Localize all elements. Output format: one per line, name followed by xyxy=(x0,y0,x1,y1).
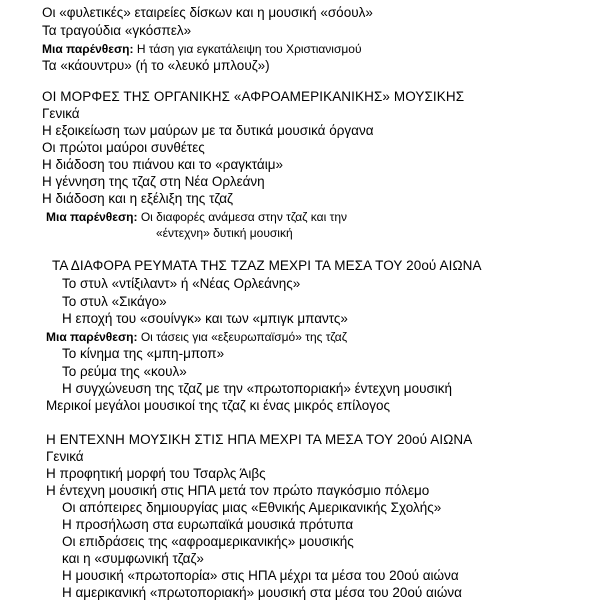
list-item: Η εξοικείωση των μαύρων με τα δυτικά μουσικά όργανα xyxy=(42,123,374,138)
text-line: Οι «φυλετικές» εταιρείες δίσκων και η μουσική «σόουλ» xyxy=(42,5,373,20)
list-item: Η διάδοση και η εξέλιξη της τζαζ xyxy=(42,191,234,206)
sub-item: Η προσήλωση στα ευρωπαϊκά μουσικά πρότυπα xyxy=(62,517,354,532)
list-item: Το στυλ «Σικάγο» xyxy=(62,294,167,309)
list-item: Η συγχώνευση της τζαζ με την «πρωτοποριακή» έντεχνη μουσική xyxy=(62,381,453,396)
note-text: Οι τάσεις για «εξευρωπαϊσμό» της τζαζ xyxy=(137,330,348,344)
sub-item: Η αμερικανική «πρωτοποριακή» μουσική στα μέσα του 20ού αιώνα xyxy=(62,585,462,600)
note-label: Μια παρένθεση: xyxy=(46,330,138,344)
note-label: Μια παρένθεση: xyxy=(46,210,138,224)
text-line: Τα «κάουντρυ» (ή το «λευκό μπλουζ») xyxy=(42,58,270,73)
text-line: Τα τραγούδια «γκόσπελ» xyxy=(42,23,192,38)
list-item: Η γέννηση της τζαζ στη Νέα Ορλεάνη xyxy=(42,174,265,189)
parenthesis-note xyxy=(42,41,362,57)
parenthesis-note xyxy=(46,209,347,225)
list-item: Το στυλ «ντίξιλαντ» ή «Νέας Ορλεάνης» xyxy=(62,276,301,291)
list-item: Η διάδοση του πιάνου και το «ραγκτάιμ» xyxy=(42,157,283,172)
sub-item: Οι επιδράσεις της «αφροαμερικανικής» μουσικής xyxy=(62,534,354,549)
sub-item: Η μουσική «πρωτοπορία» στις ΗΠΑ μέχρι τα μέσα του 20ού αιώνα xyxy=(62,568,459,583)
list-item: Γενικά xyxy=(46,449,84,464)
note-continuation: «έντεχνη» δυτική μουσική xyxy=(156,226,293,240)
section-heading: ΤΑ ΔΙΑΦΟΡΑ ΡΕΥΜΑΤΑ ΤΗΣ ΤΖΑΖ ΜΕΧΡΙ ΤΑ ΜΕΣΑ ΤΟΥ 20ού ΑΙΩΝΑ xyxy=(52,258,482,273)
sub-item: Οι απόπειρες δημιουργίας μιας «Εθνικής Αμερικανικής Σχολής» xyxy=(62,500,442,515)
parenthesis-note xyxy=(46,329,347,345)
list-item: Το κίνημα της «μπη-μποπ» xyxy=(62,346,225,361)
section-heading: Η ΕΝΤΕΧΝΗ ΜΟΥΣΙΚΗ ΣΤΙΣ ΗΠΑ ΜΕΧΡΙ ΤΑ ΜΕΣΑ ΤΟΥ 20ού ΑΙΩΝΑ xyxy=(46,432,473,447)
list-item: Η εποχή του «σουίνγκ» και των «μπιγκ μπαντς» xyxy=(62,311,348,326)
sub-item: και η «συμφωνική τζαζ» xyxy=(62,551,204,566)
list-item: Η προφητική μορφή του Τσαρλς Άιβς xyxy=(46,466,266,481)
list-item: Οι πρώτοι μαύροι συνθέτες xyxy=(42,140,205,155)
note-label: Μια παρένθεση: xyxy=(42,42,134,56)
note-text: Οι διαφορές ανάμεσα στην τζαζ και την xyxy=(137,210,347,224)
list-item: Το ρεύμα της «κουλ» xyxy=(62,364,187,379)
list-item: Η έντεχνη μουσική στις ΗΠΑ μετά τον πρώτο παγκόσμιο πόλεμο xyxy=(46,483,430,498)
closing-line: Μερικοί μεγάλοι μουσικοί της τζαζ κι ένας μικρός επίλογος xyxy=(46,398,391,413)
list-item: Γενικά xyxy=(42,106,80,121)
section-heading: ΟΙ ΜΟΡΦΕΣ ΤΗΣ ΟΡΓΑΝΙΚΗΣ «ΑΦΡΟΑΜΕΡΙΚΑΝΙΚΗΣ» ΜΟΥΣΙΚΗΣ xyxy=(42,89,465,104)
note-text: Η τάση για εγκατάλειψη του Χριστιανισμού xyxy=(133,42,362,56)
